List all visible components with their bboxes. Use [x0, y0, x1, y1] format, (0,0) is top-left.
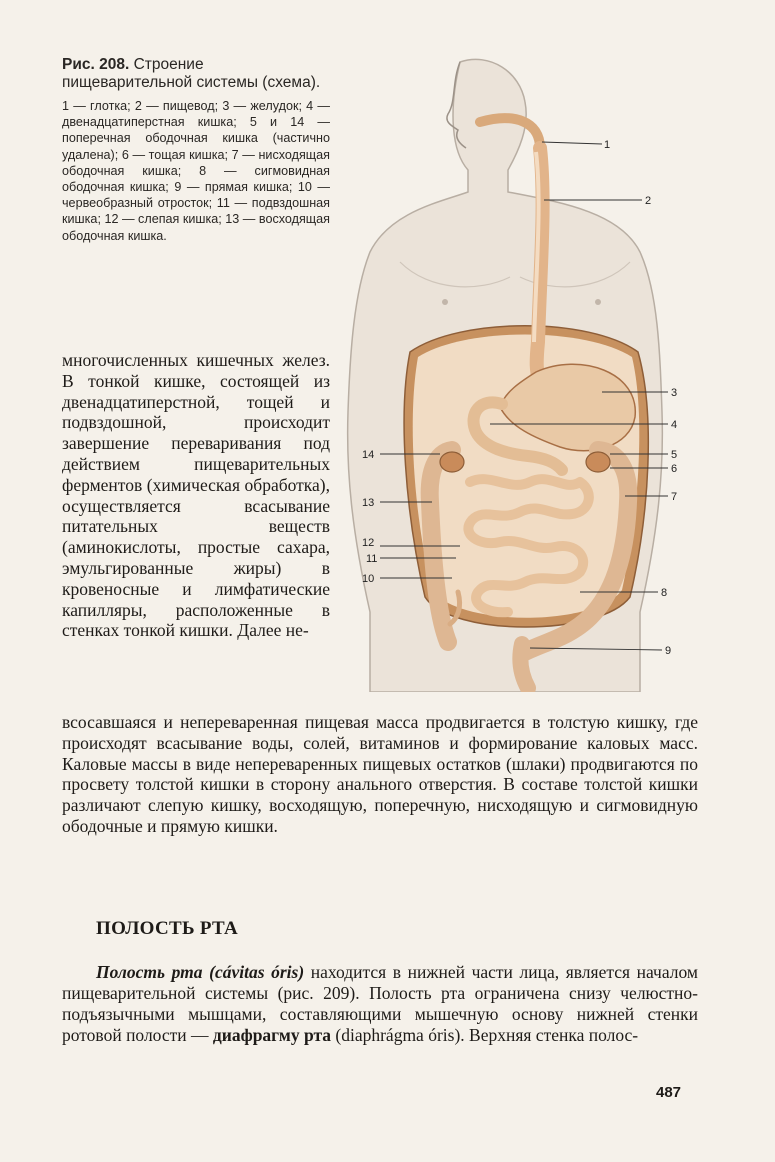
label-6: 6 — [671, 463, 678, 475]
term-latin: (cávitas óris) — [209, 962, 305, 982]
label-13: 13 — [362, 497, 375, 509]
transverse-colon-cut-left — [440, 452, 464, 472]
term-oral-cavity: Полость рта — [96, 962, 203, 982]
leader-1 — [542, 142, 602, 144]
body-paragraph-narrow: многочисленных кишечных желез. В тонкой кишке, состоящей из двенадцатиперстной, тощей и подвздошной, происходит завершение переваривания под действием пищеварительных ферментов (химическая обработка), осуществляется всасывание питательных веществ (аминокислоты, простые сахара, эмульгированные жиры) в кровеносные и лимфатические капилляры, расположенные в стенках тонкой кишки. Далее не- — [62, 350, 330, 641]
nipple-right — [595, 299, 601, 305]
transverse-colon-cut-right — [586, 452, 610, 472]
figure-caption — [62, 56, 330, 244]
label-5: 5 — [671, 449, 678, 461]
page-number: 487 — [656, 1084, 682, 1101]
label-14: 14 — [362, 449, 375, 461]
label-7: 7 — [671, 491, 678, 503]
rectum — [520, 644, 528, 688]
term-diaphragm: диафрагму рта — [212, 1025, 332, 1045]
label-10: 10 — [362, 573, 375, 585]
oral-cavity-paragraph — [62, 962, 698, 1046]
section-paragraph — [62, 962, 698, 1046]
figure-legend: 1 — глотка; 2 — пищевод; 3 — желудок; 4 — двенадцатиперстная кишка; 5 и 14 — поперечная ободочная кишка (частично удалена); 6 — тощая кишка; 7 — нисходящая ободочная кишка; 8 — сигмовидная ободочная кишка; 9 — прямая кишка; 10 — червеобразный отросток; 11 — подвздошная кишка; 12 — слепая кишка; 13 — восходящая ободочная кишка. — [62, 99, 330, 243]
figure-title: Строение пищеварительной системы (схема). — [62, 56, 321, 91]
label-3: 3 — [671, 387, 678, 399]
label-8: 8 — [661, 587, 668, 599]
label-12: 12 — [362, 537, 375, 549]
body-text-full — [62, 712, 698, 837]
nipple-left — [442, 299, 448, 305]
label-4: 4 — [671, 419, 678, 431]
paragraph-text-1: находится в нижней части лица, является началом пищеварительной системы (рис. 209). Полость рта ограничена снизу челюстно-подъязычными мышцами, составляющими мышечную основу нижней стенки ротовой полости — — [62, 962, 698, 1045]
caption-title — [62, 56, 330, 92]
digestive-system-illustration — [340, 52, 700, 692]
figure-number: Рис. 208. — [62, 56, 130, 73]
body-text-column — [62, 350, 330, 641]
body-paragraph-wide: всосавшаяся и непереваренная пищевая масса продвигается в толстую кишку, где происходят всасывание воды, солей, витаминов и формирование каловых масс. Каловые массы в виде непереваренных пищевых остатков (шлаки) продвигаются по просвету толстой кишки в сторону анального отверстия. В составе толстой кишки различают слепую кишку, восходящую, поперечную, нисходящую и сигмовидную ободочные и прямую кишки. — [62, 712, 698, 836]
paragraph-text-2: (diaphrágma óris). Верхняя стенка полос- — [331, 1025, 639, 1045]
section-heading: ПОЛОСТЬ РТА — [96, 918, 239, 939]
label-9: 9 — [665, 645, 672, 657]
label-1: 1 — [604, 139, 611, 151]
label-2: 2 — [645, 195, 652, 207]
label-11: 11 — [366, 553, 378, 565]
